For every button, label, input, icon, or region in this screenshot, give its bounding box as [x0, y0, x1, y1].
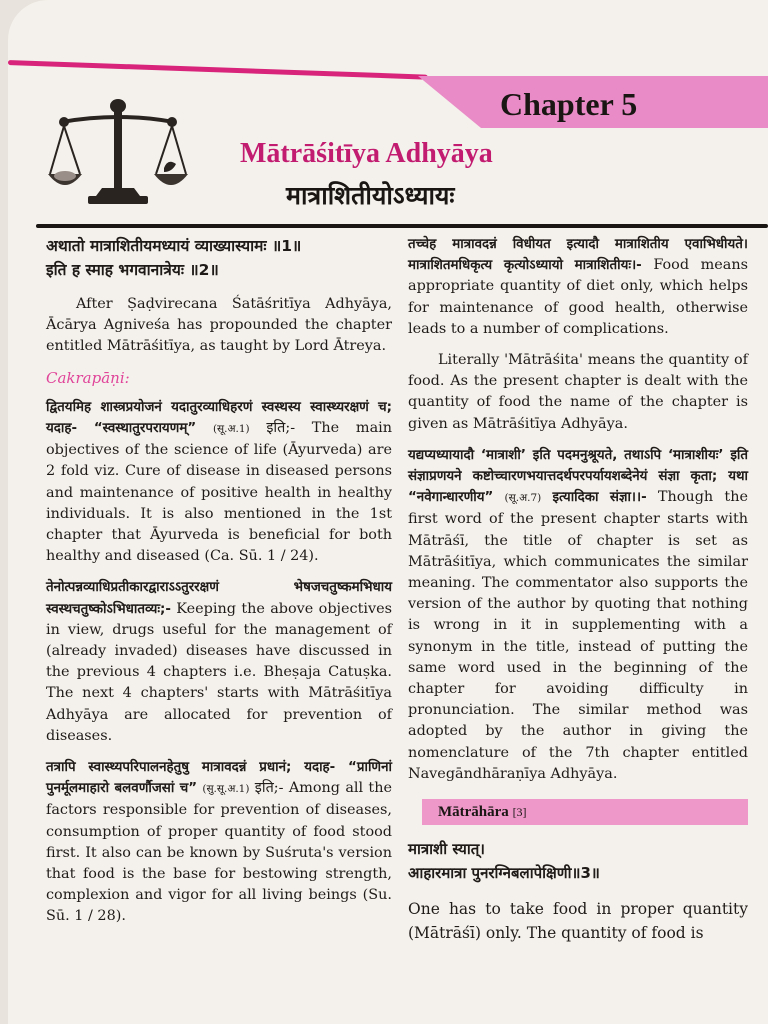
- section-heading-number: [3]: [512, 805, 527, 820]
- right-paragraph-1: [408, 234, 748, 340]
- right-tail-paragraph: One has to take food in proper quantity (Mātrāśī) only. The quantity of food is: [408, 900, 748, 943]
- right-3-sanskrit: यद्यप्यध्यायादौ ‘मात्राशी’ इति पदमनुश्रूयते, तथाऽपि ‘मात्राशीयः’ इति संज्ञाप्रणयने कष्टोच्चारणभयात्तदर्थपरपर्यायशब्देनेयं संज्ञा कृता; यथा “नवेगान्धारणीय”: [408, 447, 748, 506]
- commentary-heading: Cakrapāṇi:: [46, 368, 130, 387]
- verse-3: [408, 837, 748, 885]
- commentary-3-sanskrit: तत्रापि स्वास्थ्यपरिपालनहेतुषु मात्रावदन्नं प्रधानं; यदाह- “प्राणिनां पुनर्मूलमाहारो बलवर्णौजसां च”: [46, 760, 392, 797]
- commentary-2: [46, 577, 392, 747]
- verse-1: अथातो मात्राशितीयमध्यायं व्याख्यास्यामः ॥1॥: [46, 237, 302, 255]
- right-3-ref: (सू.अ.7): [504, 492, 542, 505]
- commentary-2-sanskrit: तेनोत्पन्नव्याधिप्रतीकारद्वाराऽऽतुररक्षणं भेषजचतुष्कमभिधाय स्वस्थचतुष्कोऽभिधातव्यः;-: [46, 580, 392, 617]
- chapter-number: Chapter 5: [500, 86, 638, 122]
- commentary-3-english: इति;- Among all the factors responsible for prevention of diseases, consumption of proper quantity of food stood first. It also can be known by Suśruta's version that food is the base for bestowing strength, complexion and vigor for all living beings (Su. Sū. 1 / 28).: [46, 780, 393, 925]
- commentary-1-ref: (सू.अ.1): [212, 423, 250, 436]
- chapter-title-sanskrit: मात्राशितीयोऽध्यायः: [286, 181, 455, 210]
- right-paragraph-3: [408, 445, 748, 785]
- commentary-2-english: Keeping the above objectives in view, drugs useful for the management of (already invaded) diseases have discussed in the previous 4 chapters i.e. Bheṣaja Catuṣka. The next 4 chapters' starts with Mātrāśitīya Adhyāya are allocated for prevention of diseases.: [46, 600, 392, 744]
- section-heading-matrahara: [422, 799, 748, 825]
- verse-2: इति ह स्माह भगवानात्रेयः ॥2॥: [46, 261, 219, 279]
- commentary-3: [46, 757, 392, 928]
- right-column: [408, 234, 748, 955]
- commentary-1-sanskrit: द्वितयमिह शास्त्रप्रयोजनं यदातुरव्याधिहरणं स्वस्थस्य स्वास्थ्यरक्षणं च; यदाह- “स्वस्थातुरपरायणम्”: [46, 399, 392, 437]
- right-1-sanskrit: तच्चेह मात्रावदन्नं विधीयत इत्यादौ मात्राशितीय एवाभिधीयते। मात्राशितमधिकृत्य कृत्योऽध्यायो मात्राशितीयः।-: [408, 237, 748, 274]
- left-column: [46, 234, 392, 938]
- commentary-1-english: इति;- The main objectives of the science of life (Āyurveda) are 2 fold viz. Cure of disease in diseased persons and maintenance of positive health in healthy individuals. It is also mentioned in the 1st chapter that Āyurveda is beneficial for both healthy and diseased (Ca. Sū. 1 / 24).: [46, 420, 393, 565]
- intro-paragraph: After Ṣaḍvirecana Śatāśritīya Adhyāya, Ācārya Agniveśa has propounded the chapter entitled Mātrāśitīya, as taught by Lord Ātreya.: [46, 296, 392, 355]
- chapter-title-english: Mātrāśitīya Adhyāya: [240, 138, 493, 169]
- right-paragraph-2: Literally 'Mātrāśita' means the quantity of food. As the present chapter is dealt with the quantity of food the name of the chapter is given as Mātrāśitīya Adhyāya.: [408, 352, 748, 432]
- right-1-english: Food means appropriate quantity of diet only, which helps for maintenance of good health, otherwise leads to a number of complications.: [408, 257, 748, 337]
- balance-scale-icon: [48, 96, 188, 206]
- commentary-1: [46, 397, 392, 568]
- verse-3-line-2: आहारमात्रा पुनरग्निबलापेक्षिणी॥3॥: [408, 864, 600, 883]
- header-rule: [36, 224, 768, 228]
- verse-3-line-1: मात्राशी स्यात्।: [408, 840, 485, 859]
- right-3-tail: इत्यादिका संज्ञा।।-: [552, 490, 647, 506]
- section-heading-text: Mātrāhāra: [438, 804, 509, 821]
- commentary-3-ref: (सु.सू.अ.1): [202, 783, 250, 796]
- right-3-english: Though the first word of the present chapter starts with Mātrāśī, the title of chapter is set as Mātrāśitīya, which communicates the similar meaning. The commentator also supports the version of the author by quoting that nothing is wrong in it in supplementing with a synonym in the title, instead of putting the same word used in the beginning of the chapter for avoiding difficulty in pronunciation. The similar method was adopted by the author in giving the nomenclature of the 7th chapter entitled Navegāndhāraṇīya Adhyāya.: [408, 489, 748, 782]
